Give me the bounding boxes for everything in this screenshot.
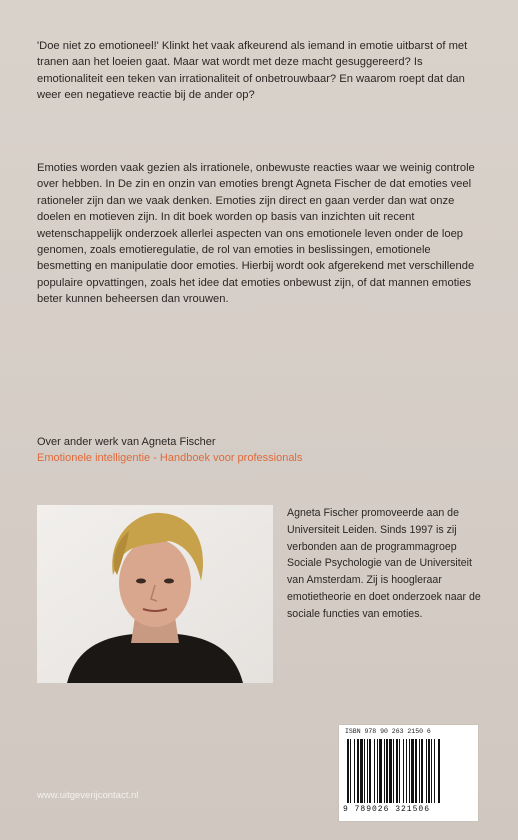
barcode-bar bbox=[431, 739, 432, 803]
barcode-bar bbox=[409, 739, 410, 803]
blurb-paragraph-1: 'Doe niet zo emotioneel!' Klinkt het vaak afkeurend als iemand in emotie uitbarst of met tranen aan het loeien gaat. Maar wat wordt met deze macht gesuggereerd? Is emotionaliteit een teken van irrationaliteit of onbetrouwbaar? En waarom roept dat dan weer een negatieve reactie bij de ander op? bbox=[37, 40, 468, 102]
barcode-bar bbox=[369, 739, 371, 803]
author-photo bbox=[37, 505, 273, 683]
other-work-heading: Over ander werk van Agneta Fischer bbox=[37, 436, 216, 448]
barcode-bar bbox=[426, 739, 427, 803]
barcode-bar bbox=[386, 739, 388, 803]
barcode-bar bbox=[347, 739, 349, 803]
isbn-digits: 9 789026 321506 bbox=[343, 805, 431, 814]
barcode-bar bbox=[419, 739, 420, 803]
author-bio: Agneta Fischer promoveerde aan de Universiteit Leiden. Sinds 1997 is zij verbonden aan de programmagroep Sociale Psychologie van de Universiteit van Amsterdam. Zij is hoogleraar emotietheorie en doet onderzoek naar de sociale functies van emoties. bbox=[287, 507, 481, 620]
blurb-paragraph-2: Emoties worden vaak gezien als irrationele, onbewuste reacties waar we weinig controle over hebben. In De zin en onzin van emoties brengt Agneta Fischer de dat emoties veel rationeler zijn dan we vaak denken. Emoties zijn direct en gaan verder dan wat onze doelen en motieven zijn. In dit boek worden op basis van inzichten uit recent wetenschappelijk onderzoek allerlei aspecten van ons emotionele leven onder de loep genomen, zoals emotieregulatie, de rol van emoties in beslissingen, emotionele besmetting en manipulatie door emoties. Hierbij wordt ook afgerekend met verschillende populaire opvattingen, zoals het idee dat emoties onbewust zijn, of dat mannen emoties beter kunnen beheersen dan vrouwen. bbox=[37, 162, 475, 306]
barcode-bar bbox=[360, 739, 363, 803]
barcode-bar bbox=[396, 739, 398, 803]
barcode-bar bbox=[374, 739, 375, 803]
barcode-bar bbox=[421, 739, 423, 803]
barcode-bar bbox=[399, 739, 400, 803]
other-work-title: Emotionele intelligentie - Handboek voor professionals bbox=[37, 452, 303, 464]
barcode-bar bbox=[389, 739, 392, 803]
barcode-bar bbox=[364, 739, 365, 803]
barcode-bar bbox=[350, 739, 351, 803]
isbn-barcode bbox=[338, 724, 479, 822]
barcode-bar bbox=[354, 739, 355, 803]
publisher-website: www.uitgeverijcontact.nl bbox=[37, 790, 139, 801]
barcode-bars bbox=[345, 739, 472, 803]
barcode-bar bbox=[367, 739, 368, 803]
barcode-bar bbox=[393, 739, 394, 803]
barcode-bar bbox=[434, 739, 435, 803]
isbn-label: ISBN 978 90 263 2150 6 bbox=[345, 728, 431, 735]
barcode-bar bbox=[403, 739, 404, 803]
barcode-bar bbox=[438, 739, 440, 803]
barcode-bar bbox=[379, 739, 382, 803]
barcode-bar bbox=[357, 739, 359, 803]
barcode-bar bbox=[384, 739, 385, 803]
barcode-bar bbox=[411, 739, 414, 803]
barcode-bar bbox=[377, 739, 378, 803]
barcode-bar bbox=[428, 739, 430, 803]
barcode-bar bbox=[415, 739, 417, 803]
barcode-bar bbox=[406, 739, 407, 803]
author-portrait-image bbox=[37, 505, 273, 683]
